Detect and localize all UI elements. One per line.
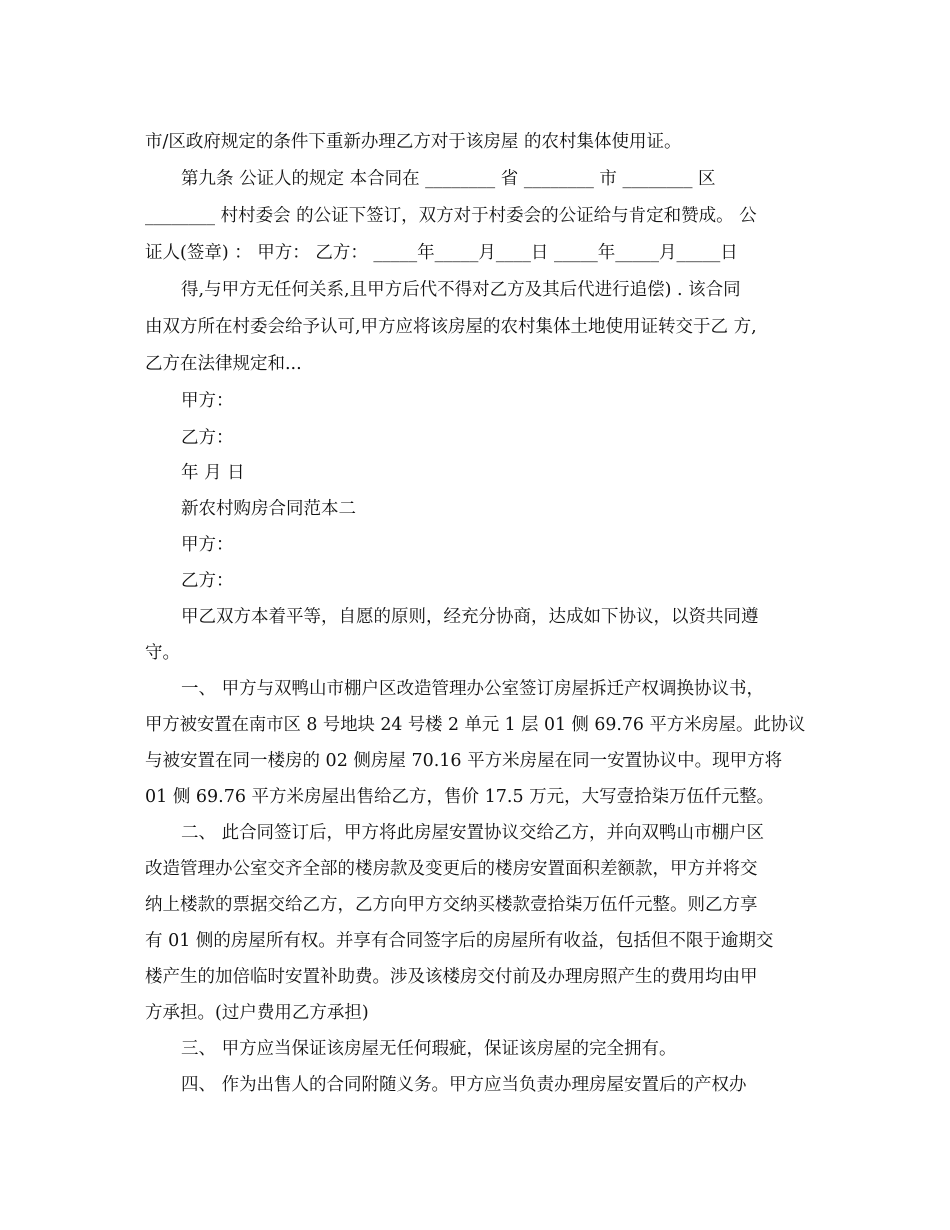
party-b-label: 乙方： (181, 428, 234, 448)
date-label: 年 月 日 (181, 463, 245, 483)
signature-date-line: 证人(签章) ： 甲方： 乙方： _____年_____月____日 _____年_____月_____日 (145, 243, 738, 263)
party-a-label: 甲方： (181, 535, 234, 555)
clause-3-line: 三、 甲方应当保证该房屋无任何瑕疵，保证该房屋的完全拥有。 (181, 1039, 677, 1059)
party-b-label: 乙方： (181, 571, 234, 591)
text-line: 市/区政府规定的条件下重新办理乙方对于该房屋 的农村集体使用证。 (145, 132, 682, 152)
text-line: 改造管理办公室交齐全部的楼房款及变更后的楼房安置面积差额款，甲方并将交 (145, 859, 758, 879)
clause-1-line: 一、 甲方与双鸭山市棚户区改造管理办公室签订房屋拆迁产权调换协议书， (181, 679, 765, 699)
clause-2-line: 二、 此合同签订后，甲方将此房屋安置协议交给乙方，并向双鸭山市棚户区 (181, 823, 765, 843)
article-9-line: 第九条 公证人的规定 本合同在 ________ 省 ________ 市 ________ 区 (181, 169, 716, 189)
text-line: 与被安置在同一楼房的 02 侧房屋 70.16 平方米房屋在同一安置协议中。现甲方将 (145, 751, 783, 771)
text-line: 楼产生的加倍临时安置补助费。涉及该楼房交付前及办理房照产生的费用均由甲 (145, 967, 758, 987)
text-line: ________ 村村委会 的公证下签订，双方对于村委会的公证给与肯定和赞成。 公 (145, 206, 757, 226)
text-line: 由双方所在村委会给予认可,甲方应将该房屋的农村集体土地使用证转交于乙 方, (145, 317, 757, 337)
party-a-label: 甲方： (181, 391, 234, 411)
clause-4-line: 四、 作为出售人的合同附随义务。甲方应当负责办理房屋安置后的产权办 (181, 1075, 747, 1095)
text-line: 01 侧 69.76 平方米房屋出售给乙方，售价 17.5 万元，大写壹拾柒万伍仟元整。 (145, 787, 775, 807)
text-line: 得,与甲方无任何关系,且甲方后代不得对乙方及其后代进行追偿) . 该合同 (181, 280, 741, 300)
text-line: 纳上楼款的票据交给乙方，乙方向甲方交纳买楼款壹拾柒万伍仟元整。则乙方享 (145, 895, 758, 915)
section-title: 新农村购房合同范本二 (181, 499, 356, 519)
text-line: 有 01 侧的房屋所有权。并享有合同签字后的房屋所有收益，包括但不限于逾期交 (145, 931, 774, 951)
text-line: 甲乙双方本着平等，自愿的原则，经充分协商，达成如下协议，以资共同遵 (181, 607, 759, 627)
text-line: 方承担。(过户费用乙方承担) (145, 1003, 369, 1023)
text-line: 乙方在法律规定和... (145, 354, 302, 374)
text-line: 甲方被安置在南市区 8 号地块 24 号楼 2 单元 1 层 01 侧 69.76 平方米房屋。此协议 (145, 715, 806, 735)
text-line: 守。 (145, 643, 180, 663)
